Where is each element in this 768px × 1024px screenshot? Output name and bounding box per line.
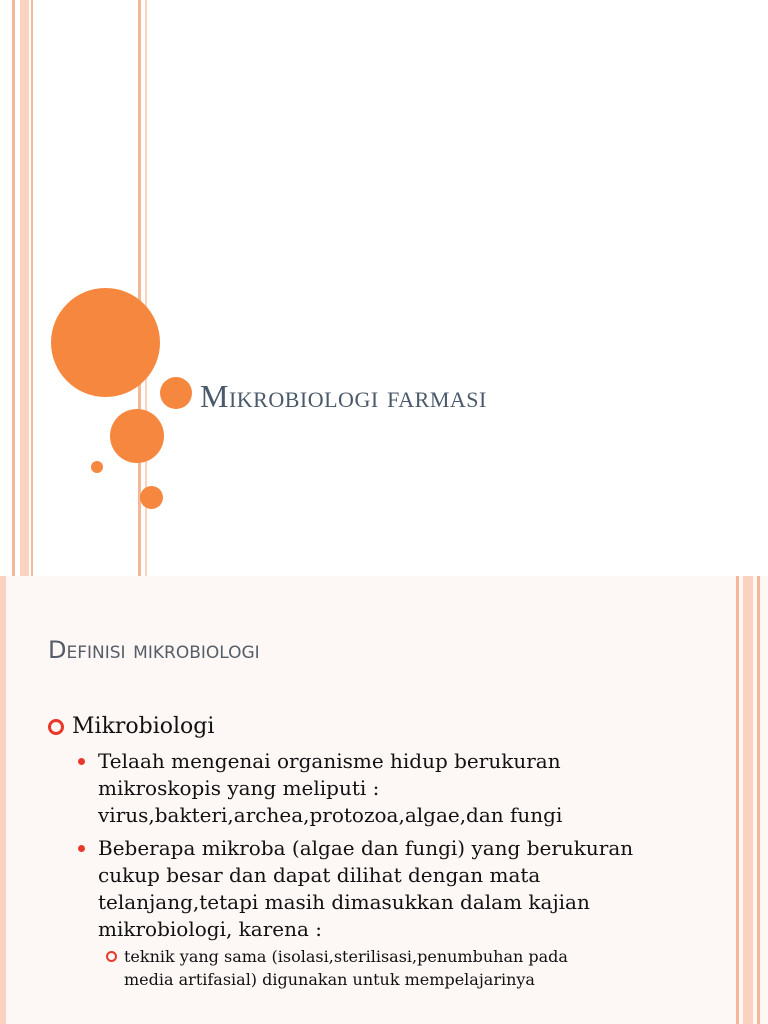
- red-ring-icon: [48, 719, 64, 735]
- tiny-circle-icon: [91, 461, 103, 473]
- slide-body: [48, 712, 688, 991]
- list-item: [48, 835, 688, 943]
- medium-circle-icon: [110, 409, 164, 463]
- bullet-line: mikrobiologi, karena :: [98, 917, 323, 941]
- small-circle-icon: [140, 486, 163, 509]
- red-ring-icon: [106, 951, 117, 962]
- decor-stripe: [138, 0, 141, 576]
- sub-bullet-line: media artifasial) digunakan untuk mempelajarinya: [124, 970, 535, 989]
- sub-bullet-line: teknik yang sama (isolasi,sterilisasi,penumbuhan pada: [124, 947, 568, 966]
- small-circle-icon: [160, 377, 192, 409]
- large-circle-icon: [51, 288, 160, 397]
- red-dot-icon: [78, 758, 85, 765]
- bullet-line: virus,bakteri,archea,protozoa,algae,dan fungi: [98, 803, 563, 827]
- slide-title: Definisi mikrobiologi: [48, 636, 260, 664]
- decor-stripe: [736, 576, 739, 1024]
- bullet-line: mikroskopis yang meliputi :: [98, 776, 380, 800]
- sub-list-item: [48, 945, 688, 991]
- decor-stripe: [757, 576, 760, 1024]
- decor-stripe: [12, 0, 15, 576]
- content-slide: [0, 576, 768, 1024]
- decor-stripe: [0, 576, 6, 1024]
- bullet-line: Beberapa mikroba (algae dan fungi) yang berukuran: [98, 836, 634, 860]
- list-item: [48, 748, 688, 829]
- bullet-line: Telaah mengenai organisme hidup berukuran: [98, 749, 561, 773]
- bullet-line: telanjang,tetapi masih dimasukkan dalam kajian: [98, 890, 590, 914]
- level1-label: Mikrobiologi: [72, 714, 215, 739]
- decor-stripe: [20, 0, 29, 576]
- decor-stripe: [31, 0, 33, 576]
- decor-stripe: [743, 576, 753, 1024]
- slide-title: Mikrobiologi farmasi: [200, 378, 487, 414]
- level1-item: [48, 712, 688, 742]
- red-dot-icon: [78, 845, 85, 852]
- bullet-line: cukup besar dan dapat dilihat dengan mata: [98, 863, 541, 887]
